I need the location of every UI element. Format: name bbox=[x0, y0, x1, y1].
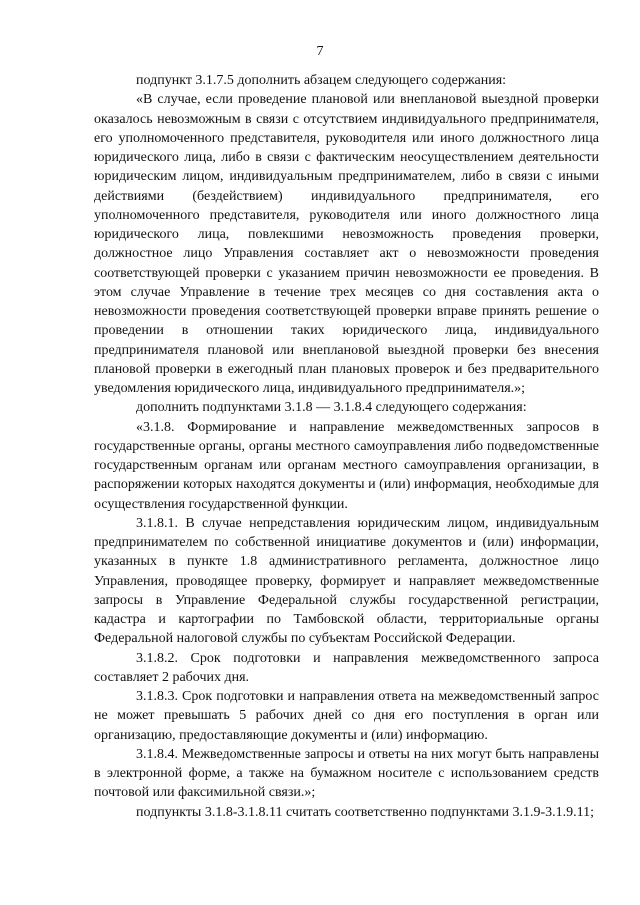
paragraph-add-subparagraphs: дополнить подпунктами 3.1.8 — 3.1.8.4 следующего содержания: bbox=[136, 400, 527, 416]
paragraph-3-1-8-2: 3.1.8.2. Срок подготовки и направления межведомственного запроса составляет 2 рабочих дня. bbox=[94, 650, 599, 685]
paragraph-3-1-8-1: 3.1.8.1. В случае непредставления юридическим лицом, индивидуальным предпринимателем по собственной инициативе документов и (или) информации, указанных в пункте 1.8 административного регламента, должностное лицо Управления, проводящее проверку, формирует и направляет межведомственные запросы в Управление Федеральной службы государственной регистрации, кадастра и картографии по Тамбовской области, территориальные органы Федеральной налоговой службы по субъектам Российской Федерации. bbox=[94, 515, 599, 647]
paragraph-3-1-8: «3.1.8. Формирование и направление межведомственных запросов в государственные органы, органы местного самоуправления либо подведомственные государственным органам или органам местного самоуправления организации, в распоряжении которых находятся документы и (или) информация, необходимые для осуществления государственной функции. bbox=[94, 419, 599, 512]
page-number: 7 bbox=[316, 44, 324, 59]
document-body bbox=[94, 71, 599, 822]
paragraph-3-1-8-4: 3.1.8.4. Межведомственные запросы и ответы на них могут быть направлены в электронной форме, а также на бумажном носителе с использованием средств почтовой или факсимильной связи.»; bbox=[94, 746, 599, 801]
paragraph-amend-3-1-7-5: подпункт 3.1.7.5 дополнить абзацем следующего содержания: bbox=[136, 73, 507, 88]
paragraph-renumbering: подпункты 3.1.8-3.1.8.11 считать соответственно подпунктами 3.1.9-3.1.9.11; bbox=[136, 804, 595, 820]
paragraph-impossibility-of-inspection: «В случае, если проведение плановой или внеплановой выездной проверки оказалось невозможным в связи с отсутствием индивидуального предпринимателя, его уполномоченного представителя, руководителя или иного должностного лица юридического лица, либо в связи с фактическим неосуществлением деятельности юридическим лицом, индивидуальным предпринимателем, либо в связи с иными действиями (бездействием) индивидуального предпринимателя, его уполномоченного представителя, руководителя или иного должностного лица юридического лица, повлекшими невозможность проведения проверки, должностное лицо Управления составляет акт о невозможности проведения соответствующей проверки с указанием причин невозможности ее проведения. В этом случае Управление в течение трех месяцев со дня составления акта о невозможности проведения соответствующей проверки вправе принять решение о проведении в отношении таких юридического лица, индивидуального предпринимателя плановой или внеплановой выездной проверки без внесения плановой проверки в ежегодный план плановых проверок и без предварительного уведомления юридического лица, индивидуального предпринимателя.»; bbox=[94, 92, 599, 396]
paragraph-3-1-8-3: 3.1.8.3. Срок подготовки и направления ответа на межведомственный запрос не может превышать 5 рабочих дней со дня его поступления в орган или организацию, предоставляющие документы и (или) информацию. bbox=[94, 689, 599, 743]
